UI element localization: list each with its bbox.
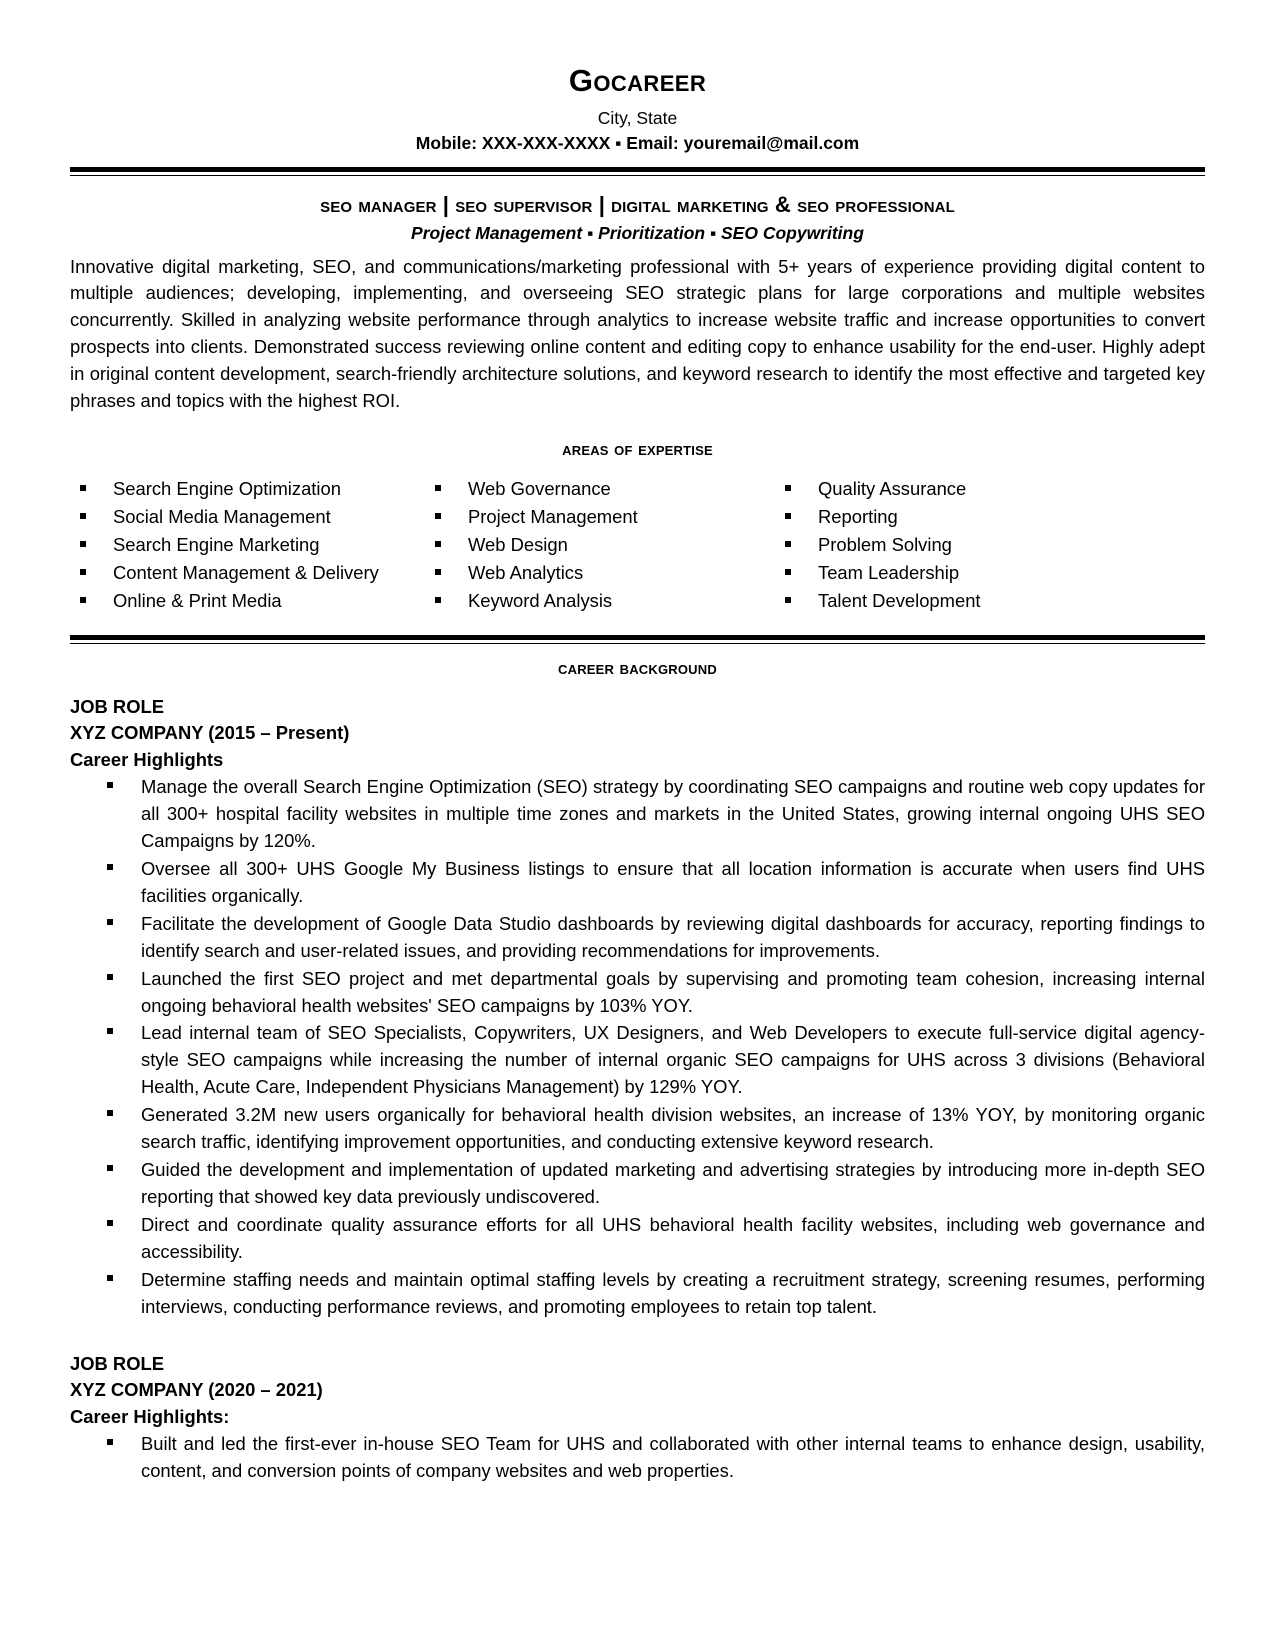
job-bullet-text: Direct and coordinate quality assurance efforts for all UHS behavioral health facility websites, including web governance and accessibility.	[141, 1214, 1205, 1263]
square-bullet-icon	[785, 485, 791, 491]
expertise-item	[435, 559, 785, 587]
square-bullet-icon	[435, 541, 441, 547]
expertise-item	[435, 503, 785, 531]
expertise-item	[785, 559, 1205, 587]
square-bullet-icon	[107, 1220, 113, 1226]
square-bullet-icon	[107, 1275, 113, 1281]
expertise-item	[785, 531, 1205, 559]
square-bullet-icon	[785, 569, 791, 575]
expertise-item-label: Social Media Management	[113, 505, 331, 527]
professional-headline: seo manager | seo supervisor | digital marketing & seo professional	[320, 192, 955, 218]
job-bullet	[70, 1157, 1205, 1211]
expertise-item	[785, 475, 1205, 503]
job-bullet-text: Lead internal team of SEO Specialists, Copywriters, UX Designers, and Web Developers to execute full-service digital agency-style SEO campaigns while increasing the number of internal organic SEO campaigns for UHS across 3 divisions (Behavioral Health, Acute Care, Independent Physicians Management) by 129% YOY.	[141, 1022, 1205, 1098]
candidate-name: Gocareer	[568, 63, 707, 98]
job-bullet	[70, 1267, 1205, 1321]
square-bullet-icon	[107, 974, 113, 980]
square-bullet-icon	[80, 569, 86, 575]
square-bullet-icon	[107, 864, 113, 870]
job-bullet	[70, 911, 1205, 965]
square-bullet-icon	[80, 485, 86, 491]
square-bullet-icon	[435, 485, 441, 491]
job-bullet-text: Built and led the first-ever in-house SEO Team for UHS and collaborated with other internal teams to enhance design, usability, content, and conversion points of company websites and web properties.	[141, 1432, 1205, 1481]
job-bullet-list	[70, 774, 1205, 1321]
square-bullet-icon	[107, 1439, 113, 1445]
expertise-item	[435, 531, 785, 559]
job-bullet	[70, 1212, 1205, 1266]
job-bullet-text: Launched the first SEO project and met departmental goals by supervising and promoting team cohesion, increasing internal ongoing behavioral health websites' SEO campaigns by 103% YOY.	[141, 967, 1205, 1016]
square-bullet-icon	[785, 513, 791, 519]
job-bullet	[70, 966, 1205, 1020]
square-bullet-icon	[785, 597, 791, 603]
square-bullet-icon	[80, 541, 86, 547]
job-role-label: JOB ROLE	[70, 1352, 165, 1374]
job-bullet-text: Generated 3.2M new users organically for behavioral health division websites, an increase of 13% YOY, by monitoring organic search traffic, identifying improvement opportunities, and conducting extensive keyword research.	[141, 1104, 1205, 1153]
job-bullet-text: Facilitate the development of Google Data Studio dashboards by reviewing digital dashboards for accuracy, reporting findings to identify search and user-related issues, and providing recommendations for improvements.	[141, 912, 1205, 961]
expertise-item-label: Content Management & Delivery	[113, 561, 379, 583]
expertise-item-label: Search Engine Optimization	[113, 477, 341, 499]
expertise-item-label: Web Governance	[468, 477, 611, 499]
job-role-label: JOB ROLE	[70, 695, 165, 717]
job-bullet-text: Guided the development and implementation of updated marketing and advertising strategies by introducing more in-depth SEO reporting that showed key data previously undiscovered.	[141, 1159, 1205, 1208]
square-bullet-icon	[107, 1028, 113, 1034]
expertise-item	[80, 531, 435, 559]
expertise-item-label: Keyword Analysis	[468, 589, 613, 611]
expertise-item-label: Quality Assurance	[818, 477, 967, 499]
job-bullet	[70, 1020, 1205, 1101]
expertise-item-label: Problem Solving	[818, 533, 952, 555]
professional-tagline: Project Management ▪ Prioritization ▪ SEO Copywriting	[411, 223, 864, 244]
expertise-item	[80, 559, 435, 587]
square-bullet-icon	[107, 1165, 113, 1171]
expertise-item	[80, 503, 435, 531]
job-entry	[70, 1351, 1205, 1485]
professional-summary: Innovative digital marketing, SEO, and communications/marketing professional with 5+ years of experience providing digital content to multiple audiences; developing, implementing, and overseeing SEO strategic plans for large corporations and multiple websites concurrently. Skilled in analyzing website performance through analytics to increase website traffic and increase opportunities to convert prospects into clients. Demonstrated success reviewing online content and editing copy to enhance usability for the end-user. Highly adept in original content development, search-friendly architecture solutions, and keyword research to identify the most effective and targeted key phrases and topics with the highest ROI.	[70, 255, 1205, 411]
career-divider	[70, 635, 1205, 644]
header-divider	[70, 167, 1205, 176]
expertise-item-label: Team Leadership	[818, 561, 960, 583]
candidate-location: City, State	[597, 107, 678, 128]
square-bullet-icon	[435, 569, 441, 575]
expertise-item-label: Web Design	[468, 533, 568, 555]
job-bullet	[70, 1102, 1205, 1156]
expertise-item	[80, 587, 435, 615]
square-bullet-icon	[107, 919, 113, 925]
expertise-grid	[70, 475, 1205, 615]
expertise-item	[785, 503, 1205, 531]
title-block	[70, 192, 1205, 245]
highlights-label: Career Highlights	[70, 748, 224, 770]
career-section-heading: career background	[558, 657, 717, 679]
expertise-section-heading: areas of expertise	[562, 438, 713, 460]
square-bullet-icon	[107, 782, 113, 788]
expertise-item	[80, 475, 435, 503]
job-bullet	[70, 856, 1205, 910]
document-header	[70, 64, 1205, 155]
expertise-item-label: Project Management	[468, 505, 638, 527]
job-bullet-list	[70, 1431, 1205, 1485]
job-bullet-text: Oversee all 300+ UHS Google My Business listings to ensure that all location information is accurate when users find UHS facilities organically.	[141, 857, 1205, 906]
expertise-item-label: Search Engine Marketing	[113, 533, 320, 555]
job-company: XYZ COMPANY (2015 – Present)	[70, 722, 350, 744]
expertise-item	[435, 475, 785, 503]
expertise-item-label: Reporting	[818, 505, 898, 527]
square-bullet-icon	[785, 541, 791, 547]
highlights-label: Career Highlights:	[70, 1405, 230, 1427]
expertise-item	[435, 587, 785, 615]
square-bullet-icon	[80, 513, 86, 519]
square-bullet-icon	[435, 597, 441, 603]
square-bullet-icon	[80, 597, 86, 603]
expertise-item	[785, 587, 1205, 615]
job-bullet-text: Manage the overall Search Engine Optimization (SEO) strategy by coordinating SEO campaigns and routine web copy updates for all 300+ hospital facility websites in multiple time zones and markets in the United States, growing internal ongoing UHS SEO Campaigns by 120%.	[141, 775, 1205, 851]
job-company: XYZ COMPANY (2020 – 2021)	[70, 1379, 323, 1401]
expertise-item-label: Talent Development	[818, 589, 981, 611]
job-bullet-text: Determine staffing needs and maintain optimal staffing levels by creating a recruitment strategy, screening resumes, performing interviews, conducting performance reviews, and promoting employees to retain top talent.	[141, 1269, 1205, 1317]
candidate-contact: Mobile: XXX-XXX-XXXX ▪ Email: youremail@mail.com	[415, 133, 860, 154]
job-bullet	[70, 774, 1205, 855]
square-bullet-icon	[435, 513, 441, 519]
job-bullet	[70, 1431, 1205, 1485]
expertise-item-label: Web Analytics	[468, 561, 584, 583]
square-bullet-icon	[107, 1110, 113, 1116]
job-entry	[70, 694, 1205, 1321]
expertise-item-label: Online & Print Media	[113, 589, 282, 611]
